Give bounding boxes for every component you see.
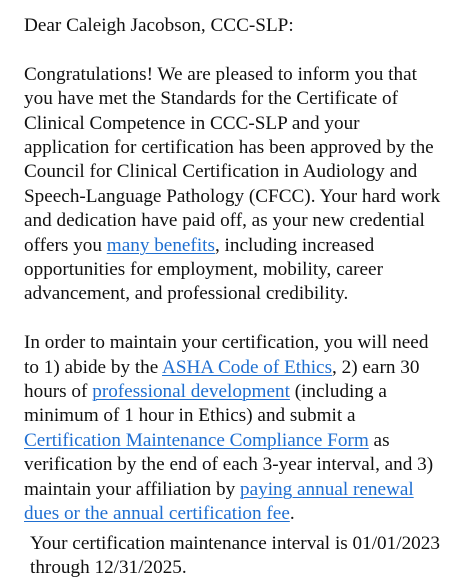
maintenance-interval [30, 532, 470, 580]
paragraph-line: minimum of 1 hour in Ethics) and submit a [24, 405, 356, 427]
paragraph-line: advancement, and professional credibility. [24, 283, 349, 305]
congratulations-paragraph [24, 63, 464, 307]
paragraph-line-with-link [24, 380, 464, 404]
text-fragment: , 2) earn 30 [332, 356, 420, 378]
text-fragment: , including increased [214, 234, 375, 256]
paragraph-line: Council for Clinical Certification in Audiology and [24, 161, 418, 183]
annual-renewal-link[interactable]: paying annual renewal [240, 478, 414, 500]
paragraph-line: application for certification has been approved by the [24, 137, 434, 159]
paragraph-gap [24, 307, 464, 331]
paragraph-line: In order to maintain your certification, you will need [24, 332, 429, 354]
text-fragment: to 1) abide by the [24, 356, 163, 378]
paragraph-line: Speech-Language Pathology (CFCC). Your hard work [24, 185, 441, 207]
text-fragment: offers you [24, 234, 107, 256]
text-fragment: (including a [289, 381, 387, 403]
salutation: Dear Caleigh Jacobson, CCC-SLP: [24, 15, 294, 36]
paragraph-line: and dedication have paid off, as your new credential [24, 210, 425, 232]
text-fragment: maintain your affiliation by [24, 478, 240, 500]
letter-body [24, 14, 464, 527]
asha-code-of-ethics-link[interactable]: ASHA Code of Ethics [162, 356, 333, 378]
paragraph-line-with-link [24, 478, 464, 502]
professional-development-link[interactable]: professional development [92, 381, 290, 403]
maintenance-paragraph [24, 331, 464, 526]
paragraph-line: verification by the end of each 3-year interval, and 3) [24, 454, 434, 476]
paragraph-gap [24, 38, 464, 62]
text-fragment: hours of [24, 381, 93, 403]
paragraph-line-with-link [24, 502, 464, 526]
many-benefits-link[interactable]: many benefits [106, 234, 215, 256]
text-fragment: as [368, 429, 390, 451]
annual-renewal-link-continued[interactable]: dues or the annual certification fee [24, 503, 290, 525]
text-fragment: . [289, 503, 295, 525]
interval-line: Your certification maintenance interval is 01/01/2023 [30, 533, 440, 554]
paragraph-line: you have met the Standards for the Certificate of [24, 88, 399, 110]
paragraph-line-with-link [24, 429, 464, 453]
paragraph-line: Clinical Competence in CCC-SLP and your [24, 112, 360, 134]
paragraph-line: Congratulations! We are pleased to inform you that [24, 63, 417, 85]
paragraph-line: opportunities for employment, mobility, career [24, 259, 383, 281]
paragraph-line-with-link [24, 356, 464, 380]
compliance-form-link[interactable]: Certification Maintenance Compliance Form [24, 429, 369, 451]
paragraph-line-with-link [24, 234, 464, 258]
interval-line: through 12/31/2025. [30, 557, 187, 578]
